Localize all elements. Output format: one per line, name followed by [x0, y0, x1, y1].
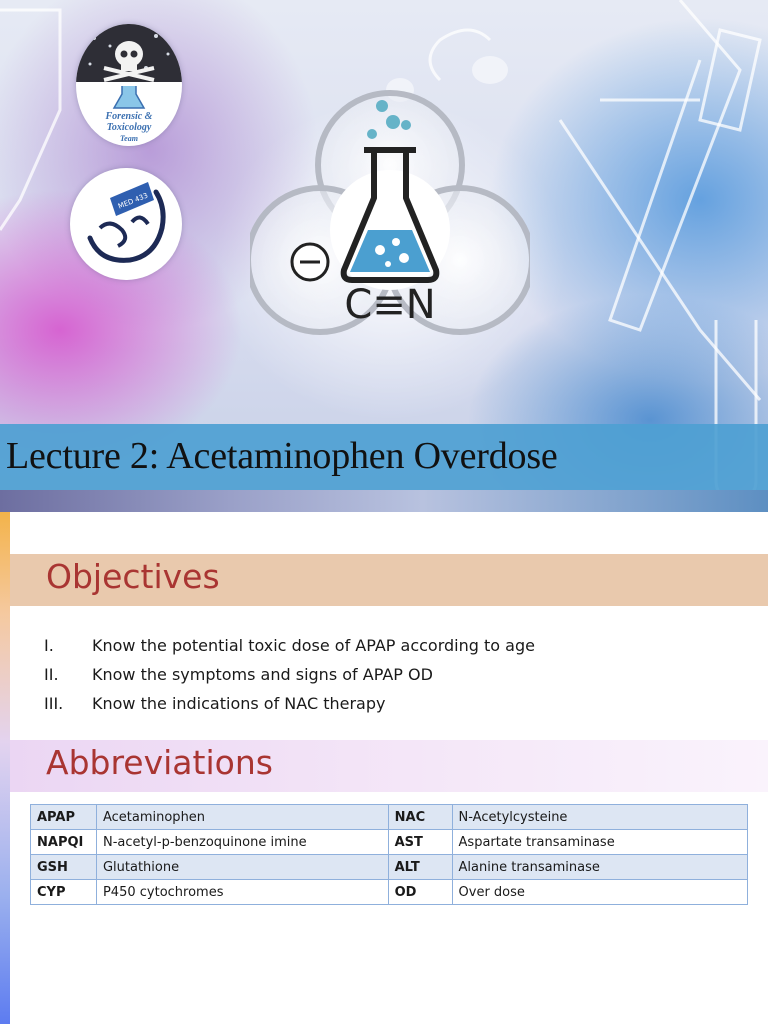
abbreviations-table: [30, 804, 748, 905]
abbr-key: AST: [388, 830, 452, 855]
abbr-key: APAP: [31, 805, 97, 830]
objective-number: III.: [44, 694, 64, 713]
team-logo-line2: Toxicology: [106, 122, 152, 133]
cyanide-flask-symbol: [250, 70, 530, 390]
objectives-heading: Objectives: [46, 557, 220, 596]
team-logo-line1: Forensic &: [105, 111, 153, 122]
left-accent-bar: [0, 512, 10, 1024]
abbr-value: Over dose: [452, 880, 747, 905]
abbr-key: NAPQI: [31, 830, 97, 855]
table-row: [31, 880, 748, 905]
abbr-key: NAC: [388, 805, 452, 830]
calligraphy-emblem-icon: [70, 168, 182, 280]
objective-text: Know the symptoms and signs of APAP OD: [92, 665, 433, 684]
team-logo: [76, 24, 182, 146]
abbr-key: ALT: [388, 855, 452, 880]
med-433-badge: [70, 168, 182, 280]
objective-text: Know the potential toxic dose of APAP according to age: [92, 636, 535, 655]
banner-bottom-strip: [0, 490, 768, 512]
abbreviations-heading: Abbreviations: [46, 743, 273, 782]
page-title: Lecture 2: Acetaminophen Overdose: [6, 435, 558, 477]
cyanide-formula: C≡N: [344, 282, 436, 328]
abbr-value: N-acetyl-p-benzoquinone imine: [96, 830, 388, 855]
abbr-value: Glutathione: [96, 855, 388, 880]
abbreviations-header: [10, 740, 768, 792]
objective-number: I.: [44, 636, 54, 655]
table-row: [31, 830, 748, 855]
objectives-header: [10, 554, 768, 606]
abbr-key: GSH: [31, 855, 97, 880]
abbr-value: Aspartate transaminase: [452, 830, 747, 855]
abbr-key: CYP: [31, 880, 97, 905]
team-logo-line3: Team: [120, 134, 138, 143]
objective-number: II.: [44, 665, 59, 684]
badge-label: MED 433: [117, 191, 150, 211]
abbr-value: Alanine transaminase: [452, 855, 747, 880]
abbr-key: OD: [388, 880, 452, 905]
table-row: [31, 855, 748, 880]
table-row: [31, 805, 748, 830]
objective-text: Know the indications of NAC therapy: [92, 694, 386, 713]
abbr-value: P450 cytochromes: [96, 880, 388, 905]
abbr-value: N-Acetylcysteine: [452, 805, 747, 830]
abbr-value: Acetaminophen: [96, 805, 388, 830]
